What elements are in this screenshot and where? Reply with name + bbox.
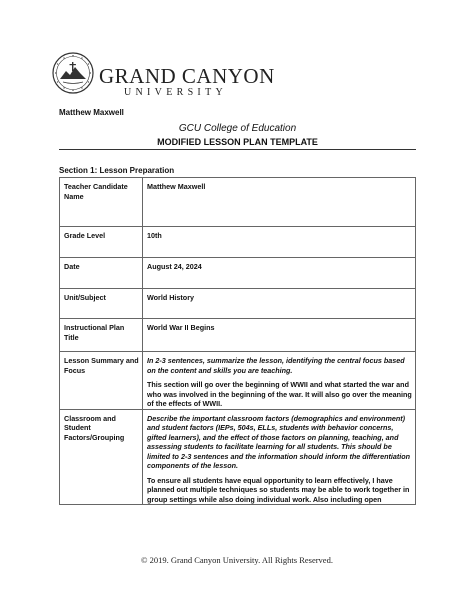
row-value bbox=[143, 352, 416, 410]
row-label: Unit/Subject bbox=[60, 289, 143, 319]
table-row bbox=[60, 227, 416, 258]
section-heading: Section 1: Lesson Preparation bbox=[59, 166, 175, 175]
row-label: Date bbox=[60, 258, 143, 289]
lesson-plan-table bbox=[59, 177, 416, 505]
row-label: Grade Level bbox=[60, 227, 143, 258]
title-divider bbox=[59, 149, 416, 150]
row-label: Instructional Plan Title bbox=[60, 319, 143, 352]
row-value: August 24, 2024 bbox=[143, 258, 416, 289]
university-seal-icon bbox=[52, 52, 94, 94]
row-response: This section will go over the beginning of WWII and what started the war and who was involved in the beginning of the war. It will also go over the meaning of the effects of WWII. bbox=[147, 380, 412, 408]
table-row bbox=[60, 352, 416, 410]
table-row bbox=[60, 258, 416, 289]
table-row bbox=[60, 289, 416, 319]
row-value bbox=[143, 409, 416, 505]
row-instruction: Describe the important classroom factors (demographics and environment) and student factors (IEPs, 504s, ELLs, students with behavior concerns, gifted learners), and the effect of those factors on planning, teaching, and assessing students to facilitate learning for all students. This should be limited to 2-3 sentences and the information should inform the differentiation components of the lesson. bbox=[147, 413, 411, 470]
row-instruction: In 2-3 sentences, summarize the lesson, identifying the central focus based on the content and skills you are teaching. bbox=[147, 356, 405, 375]
row-value: World War II Begins bbox=[143, 319, 416, 352]
copyright-footer: © 2019. Grand Canyon University. All Rights Reserved. bbox=[141, 555, 333, 565]
logo-subtitle: UNIVERSITY bbox=[124, 87, 227, 98]
row-value: Matthew Maxwell bbox=[143, 178, 416, 227]
row-label: Teacher Candidate Name bbox=[60, 178, 143, 227]
row-label: Classroom and Student Factors/Grouping bbox=[60, 409, 143, 505]
template-title: MODIFIED LESSON PLAN TEMPLATE bbox=[157, 137, 318, 147]
college-name: GCU College of Education bbox=[178, 123, 297, 134]
row-label: Lesson Summary and Focus bbox=[60, 352, 143, 410]
document-title bbox=[59, 122, 416, 150]
row-value: 10th bbox=[143, 227, 416, 258]
table-row bbox=[60, 178, 416, 227]
row-response: To ensure all students have equal opportunity to learn effectively, I have planned out multiple techniques so students may be able to work together in group settings while also doing individual work. Also including open bbox=[147, 475, 410, 504]
logo-wordmark: GRAND CANYON bbox=[99, 64, 275, 88]
table-row bbox=[60, 319, 416, 352]
table-row bbox=[60, 409, 416, 505]
author-name: Matthew Maxwell bbox=[59, 108, 124, 117]
row-value: World History bbox=[143, 289, 416, 319]
university-logo bbox=[52, 52, 302, 108]
